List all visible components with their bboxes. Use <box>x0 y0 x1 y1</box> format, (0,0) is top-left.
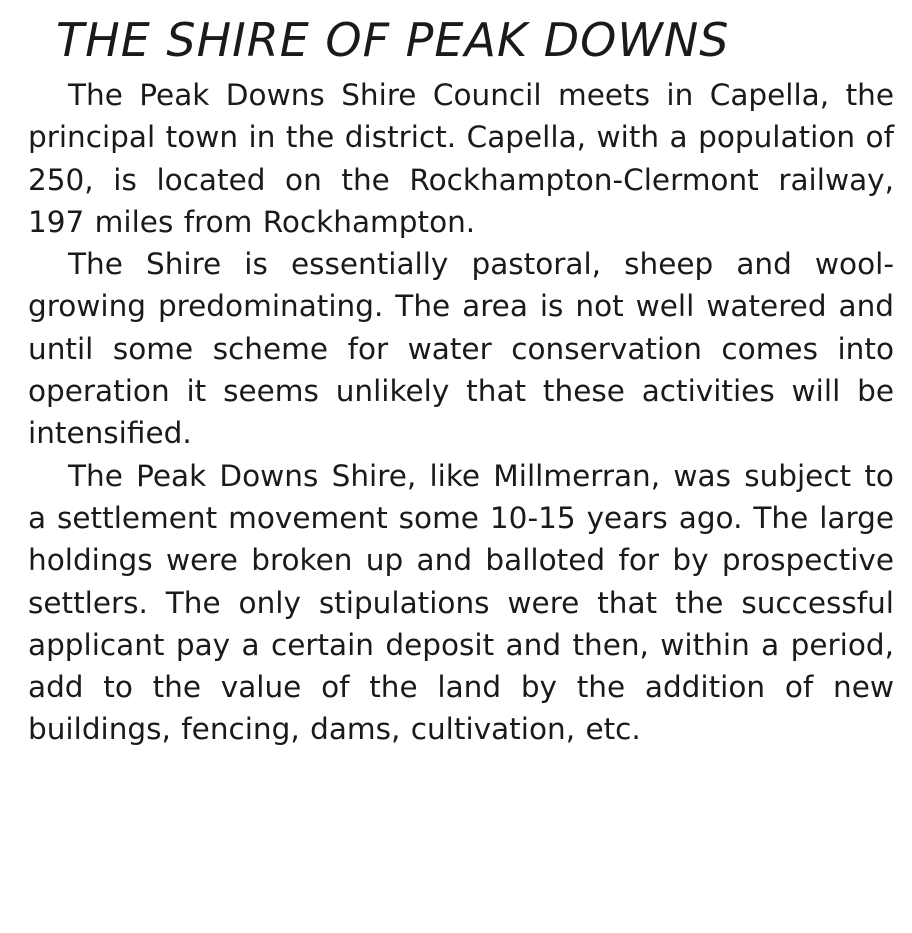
paragraph-settlement: The Peak Downs Shire, like Millmerran, was subject to a settlement movement some 10-15 years ago. The large holdings were broken up and balloted for by prospective settlers. The only stipulations were that the successful applicant pay a certain deposit and then, within a period, add to the value of the land by the addition of new buildings, fencing, dams, cultivation, etc. <box>28 458 894 747</box>
paragraph-pastoral: The Shire is essentially pastoral, sheep and wool-growing predominating. The area is not well watered and until some scheme for water conservation comes into operation it seems unlikely that these activities will be intensified. <box>28 247 894 451</box>
paragraph-council: The Peak Downs Shire Council meets in Capella, the principal town in the district. Capella, with a population of 250, is located on the Rockhampton-Clermont railway, 197 miles from Rockhampton. <box>28 78 894 239</box>
article <box>28 6 894 751</box>
article-title: THE SHIRE OF PEAK DOWNS <box>56 13 730 67</box>
